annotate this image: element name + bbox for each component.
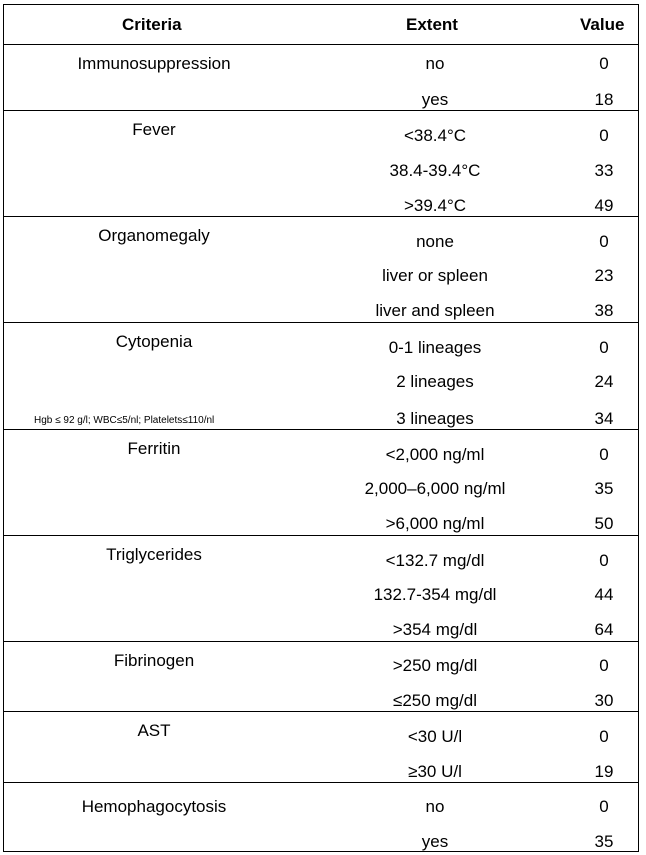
table-header bbox=[4, 5, 638, 45]
extent-cell: <2,000 ng/ml bbox=[385, 445, 485, 464]
criteria-label: Organomegaly bbox=[98, 226, 210, 245]
value-cell: 64 bbox=[594, 620, 614, 639]
group-ferritin bbox=[4, 430, 638, 536]
value-cell: 0 bbox=[599, 445, 609, 464]
extent-cell: liver or spleen bbox=[382, 266, 488, 285]
value-cell: 50 bbox=[594, 514, 614, 533]
value-cell: 18 bbox=[594, 90, 614, 109]
value-cell: 23 bbox=[594, 266, 614, 285]
value-cell: 49 bbox=[594, 196, 614, 215]
group-organomegaly bbox=[4, 217, 638, 323]
value-cell: 19 bbox=[594, 762, 614, 781]
criteria-label: Hemophagocytosis bbox=[81, 797, 227, 816]
value-cell: 0 bbox=[599, 54, 609, 73]
extent-cell: ≤250 mg/dl bbox=[393, 691, 477, 710]
extent-cell: 38.4-39.4°C bbox=[389, 161, 481, 180]
extent-header: Extent bbox=[406, 15, 458, 34]
value-cell: 35 bbox=[594, 479, 614, 498]
value-cell: 0 bbox=[599, 797, 609, 816]
value-cell: 44 bbox=[594, 585, 614, 604]
value-cell: 33 bbox=[594, 161, 614, 180]
value-cell: 0 bbox=[599, 656, 609, 675]
extent-cell: >6,000 ng/ml bbox=[385, 514, 485, 533]
extent-cell: yes bbox=[421, 832, 449, 851]
extent-cell: 0-1 lineages bbox=[388, 338, 482, 357]
group-triglycerides bbox=[4, 536, 638, 642]
criteria-header: Criteria bbox=[122, 15, 182, 34]
criteria-label: Fibrinogen bbox=[113, 651, 195, 670]
criteria-label: Fever bbox=[132, 120, 176, 139]
extent-cell: 2,000–6,000 ng/ml bbox=[364, 479, 506, 498]
value-cell: 0 bbox=[599, 126, 609, 145]
value-cell: 24 bbox=[594, 372, 614, 391]
criteria-label: Immunosuppression bbox=[77, 54, 231, 73]
group-cytopenia bbox=[4, 323, 638, 430]
value-cell: 34 bbox=[594, 409, 614, 428]
value-header: Value bbox=[580, 15, 625, 34]
group-fibrinogen bbox=[4, 642, 638, 712]
extent-cell: liver and spleen bbox=[375, 301, 495, 320]
extent-cell: 132.7-354 mg/dl bbox=[373, 585, 497, 604]
value-cell: 0 bbox=[599, 338, 609, 357]
value-cell: 38 bbox=[594, 301, 614, 320]
group-fever bbox=[4, 111, 638, 217]
extent-cell: >39.4°C bbox=[403, 196, 467, 215]
extent-cell: >250 mg/dl bbox=[392, 656, 478, 675]
extent-cell: <30 U/l bbox=[407, 727, 463, 746]
extent-cell: none bbox=[416, 232, 454, 251]
cytopenia-note: Hgb ≤ 92 g/l; WBC≤5/nl; Platelets≤110/nl bbox=[34, 415, 215, 426]
criteria-label: Triglycerides bbox=[106, 545, 202, 564]
extent-cell: <132.7 mg/dl bbox=[385, 551, 485, 570]
criteria-label: Cytopenia bbox=[115, 332, 193, 351]
extent-cell: 2 lineages bbox=[396, 372, 474, 391]
extent-cell: >354 mg/dl bbox=[392, 620, 478, 639]
extent-cell: no bbox=[425, 797, 445, 816]
extent-cell: ≥30 U/l bbox=[408, 762, 462, 781]
criteria-label: Ferritin bbox=[127, 439, 181, 458]
group-ast bbox=[4, 712, 638, 783]
extent-cell: <38.4°C bbox=[403, 126, 467, 145]
group-immunosuppression bbox=[4, 45, 638, 111]
extent-cell: yes bbox=[421, 90, 449, 109]
extent-cell: 3 lineages bbox=[396, 409, 474, 428]
criteria-table bbox=[3, 4, 639, 852]
value-cell: 35 bbox=[594, 832, 614, 851]
value-cell: 0 bbox=[599, 551, 609, 570]
group-hemophagocytosis bbox=[4, 783, 638, 851]
value-cell: 0 bbox=[599, 232, 609, 251]
extent-cell: no bbox=[425, 54, 445, 73]
value-cell: 30 bbox=[594, 691, 614, 710]
value-cell: 0 bbox=[599, 727, 609, 746]
criteria-label: AST bbox=[137, 721, 171, 740]
